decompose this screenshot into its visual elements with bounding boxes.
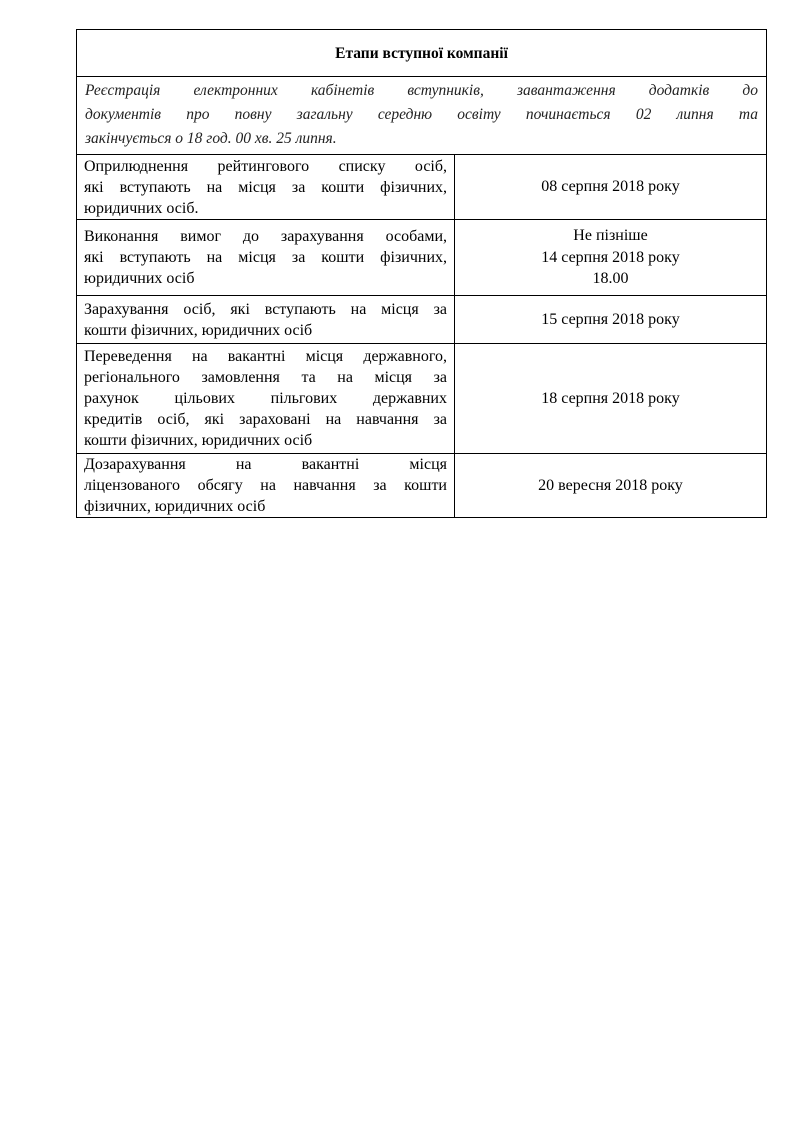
registration-note-row <box>77 77 767 155</box>
stage-line: кредитів осіб, які зараховані на навчання за <box>84 411 447 428</box>
stage-date <box>455 155 767 220</box>
stage-line: ліцензованого обсягу на навчання за кошти <box>84 477 447 494</box>
date-line: 14 серпня 2018 року <box>541 248 680 266</box>
date-line: 15 серпня 2018 року <box>541 310 680 328</box>
stage-date <box>455 344 767 454</box>
stage-line: кошти фізичних, юридичних осіб <box>84 321 313 339</box>
table-title-row <box>77 30 767 77</box>
table-row <box>77 454 767 518</box>
stage-date <box>455 296 767 344</box>
stage-description <box>77 296 455 344</box>
stage-line: Оприлюднення рейтингового списку осіб, <box>84 157 447 175</box>
stage-line: які вступають на місця за кошти фізичних, <box>84 178 447 196</box>
stage-line: Зарахування осіб, які вступають на місця за <box>84 300 447 318</box>
admission-stages-table <box>76 29 767 518</box>
stage-date <box>455 220 767 296</box>
date-line: 08 серпня 2018 року <box>541 178 680 196</box>
stage-description <box>77 344 455 454</box>
date-line: 18.00 <box>592 270 629 288</box>
stage-line: Дозарахування на вакантні місця <box>84 456 447 473</box>
stage-description <box>77 454 455 518</box>
table-row <box>77 220 767 296</box>
note-line: Реєстрація електронних кабінетів вступників, завантаження додатків до <box>85 82 758 99</box>
table-row <box>77 296 767 344</box>
date-line: Не пізніше <box>573 227 648 245</box>
registration-note <box>77 77 767 155</box>
stage-line: юридичних осіб. <box>84 199 199 217</box>
stage-line: Виконання вимог до зарахування особами, <box>84 228 447 245</box>
stage-line: які вступають на місця за кошти фізичних, <box>84 249 447 266</box>
stage-line: фізичних, юридичних осіб <box>84 498 266 515</box>
stage-description <box>77 155 455 220</box>
date-line: 18 серпня 2018 року <box>541 389 680 407</box>
stage-line: Переведення на вакантні місця державного, <box>84 348 447 365</box>
table-title: Етапи вступної компанії <box>77 30 767 77</box>
note-line: закінчується о 18 год. 00 хв. 25 липня. <box>85 130 337 147</box>
date-line: 20 вересня 2018 року <box>538 476 683 494</box>
note-line: документів про повну загальну середню освіту починається 02 липня та <box>85 106 758 123</box>
stage-line: кошти фізичних, юридичних осіб <box>84 432 313 449</box>
stage-line: рахунок цільових пільгових державних <box>84 390 447 407</box>
table-row <box>77 155 767 220</box>
stage-description <box>77 220 455 296</box>
table-row <box>77 344 767 454</box>
stage-date <box>455 454 767 518</box>
stage-line: юридичних осіб <box>84 270 195 287</box>
stage-line: регіонального замовлення та на місця за <box>84 369 447 386</box>
